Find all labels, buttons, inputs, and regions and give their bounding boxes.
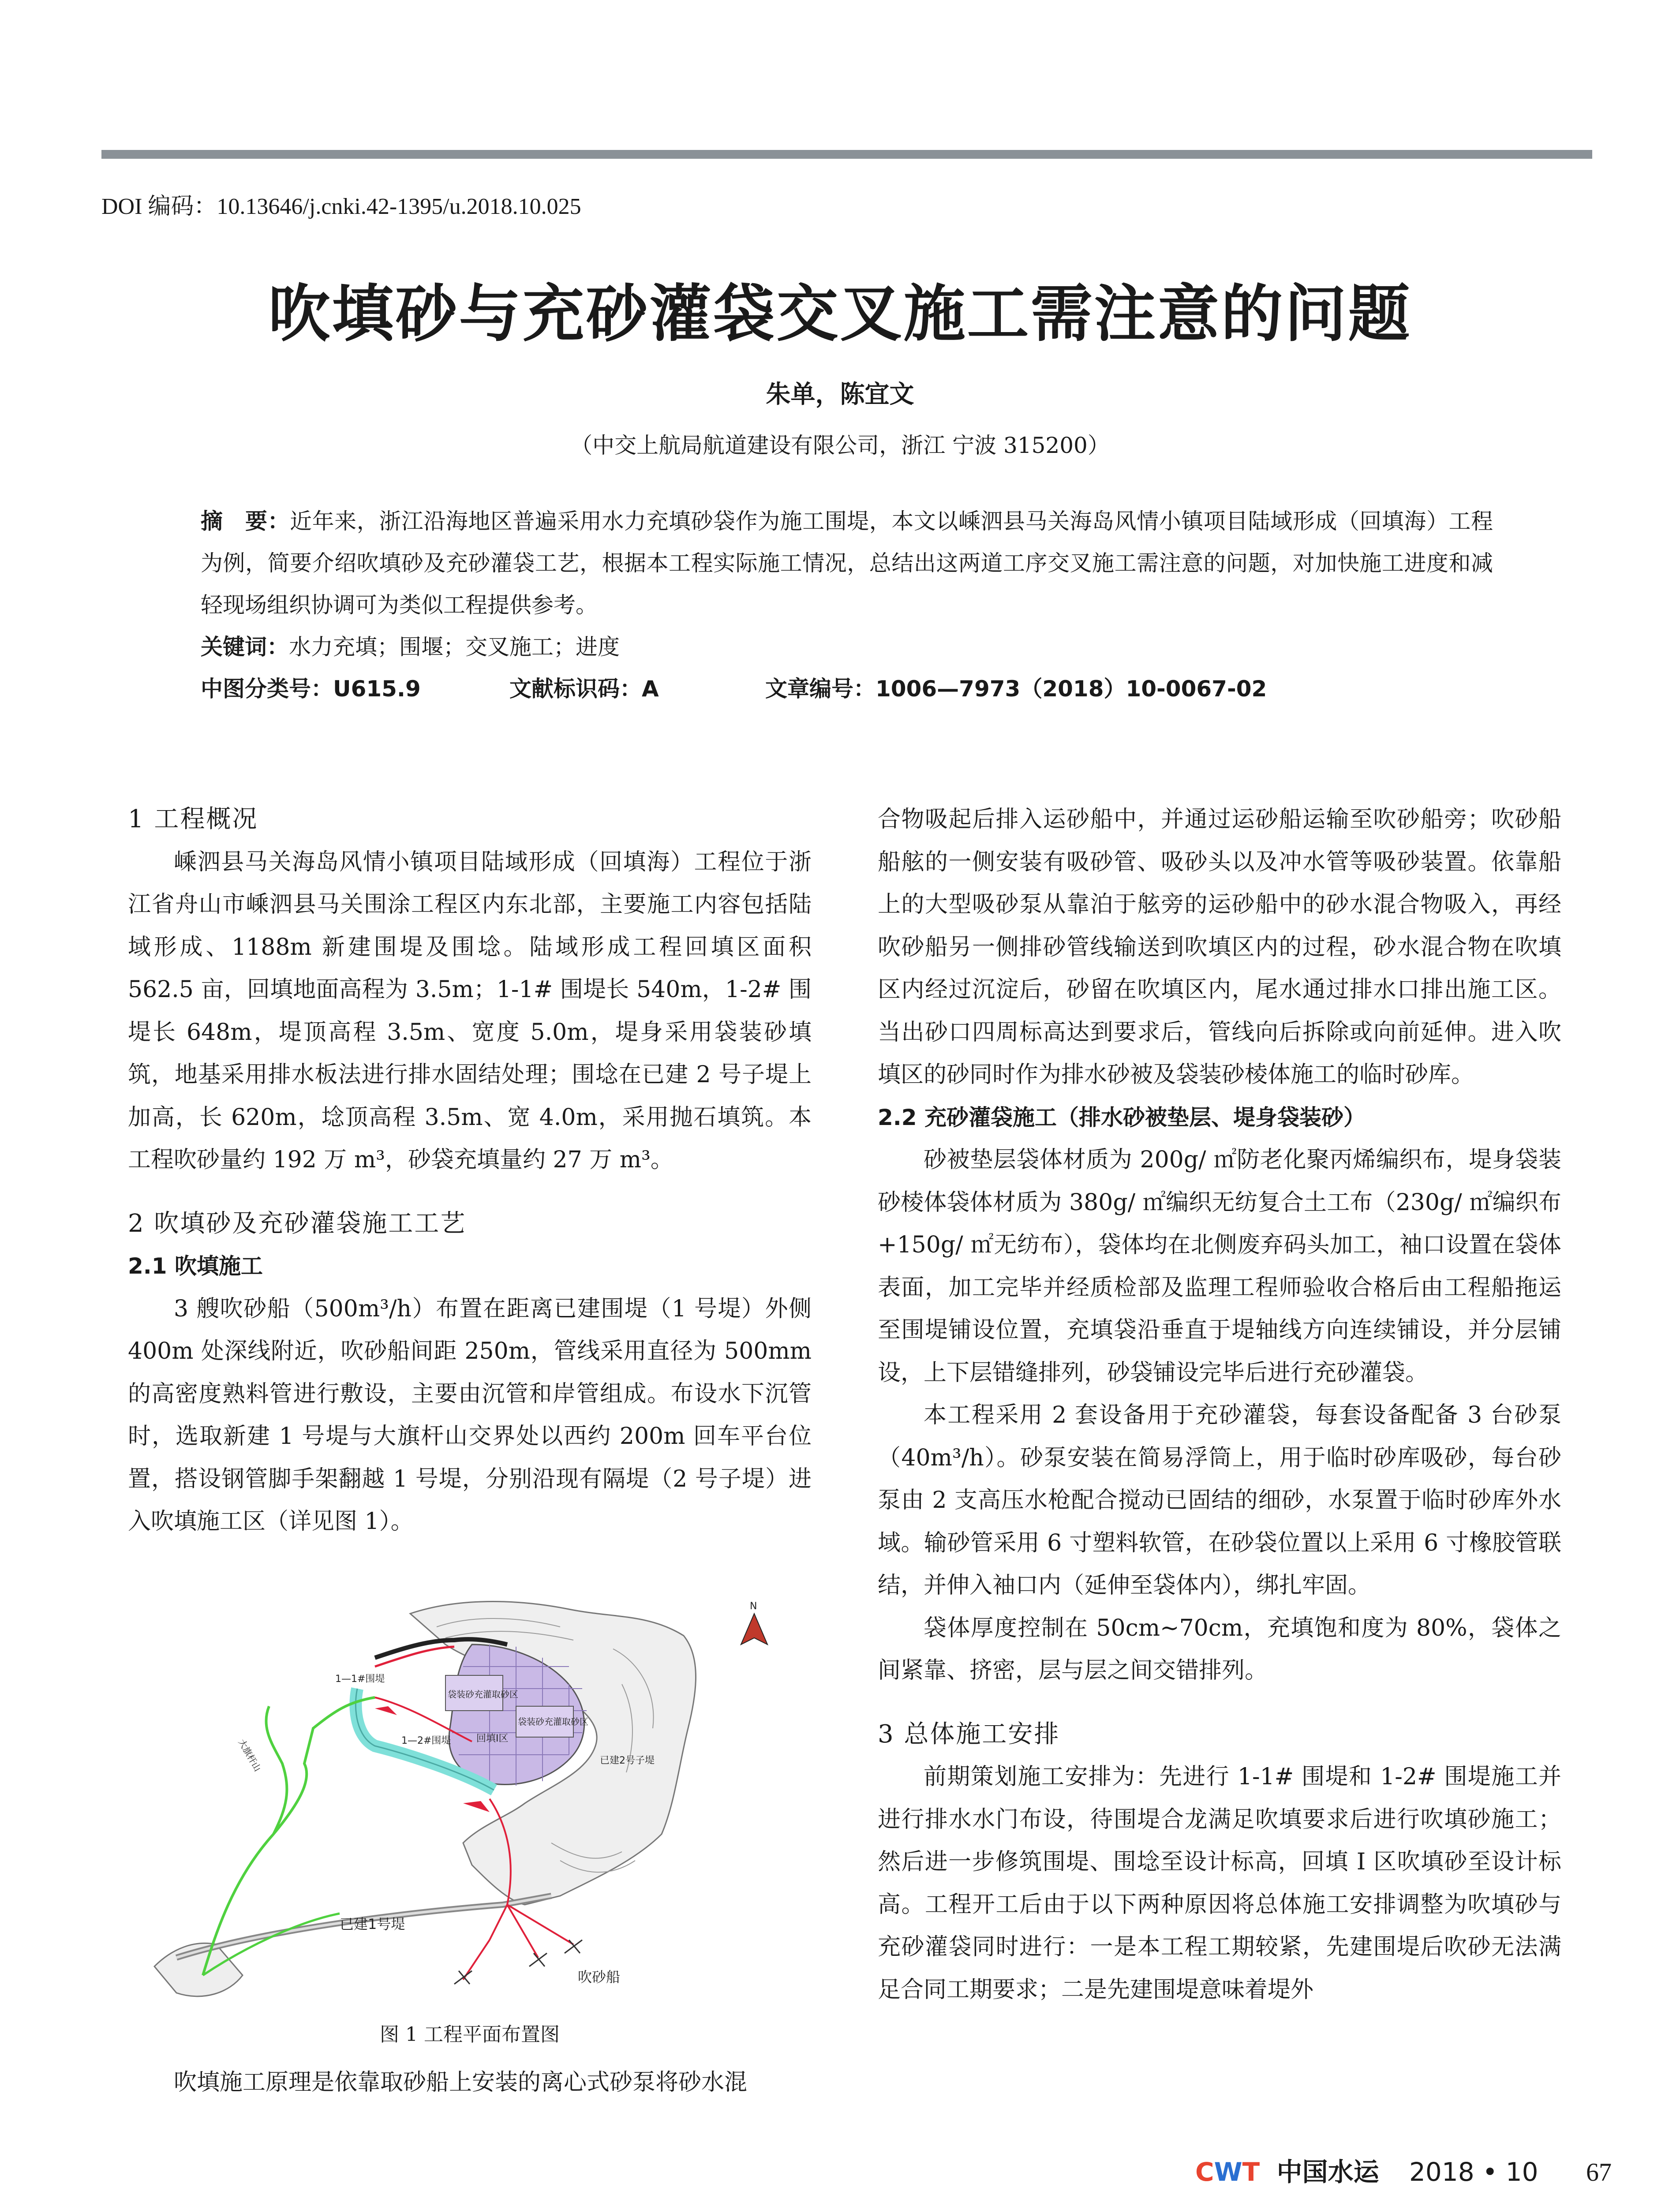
label-dike-1-1: 1—1#围堤 [335,1673,385,1685]
section-2-1-paragraph: 3 艘吹砂船（500m³/h）布置在距离已建围堤（1 号堤）外侧 400m 处深线附近，吹砂船间距 250m，管线采用直径为 500mm 的高密度熟料管进行敷设，主要由沉管和岸管组成。布设水下沉管时，选取新建 1 号堤与大旗杆山交界处以西约 200m 回车平台位置，搭设钢管脚手架翻越 1 号堤，分别沿现有隔堤（2 号子堤）进入吹填施工区（详见图 1）。 [128,1295,812,1535]
label-mountain: 大旗杆山 [236,1737,263,1773]
page-number: 67 [1586,2158,1612,2186]
site-plan-map [128,1596,812,2011]
journal-name: 中国水运 [1276,2157,1379,2187]
flow-arrow-1 [375,1706,397,1715]
logo-letter-t: T [1242,2157,1260,2187]
flow-arrow-2 [463,1801,490,1812]
keywords-text: 水力充填；围堰；交叉施工；进度 [289,634,620,660]
keywords-label: 关键词： [201,634,289,660]
section-2-1-paragraph-2: 吹填施工原理是依靠取砂船上安装的离心式砂泵将砂水混 [174,2069,748,2096]
doi-line: DOI 编码：10.13646/j.cnki.42-1395/u.2018.10.025 [101,194,581,219]
article-authors: 朱单，陈宜文 [766,380,914,409]
page-footer [1195,2151,1612,2188]
label-north: N [750,1600,757,1612]
abstract-label: 摘 要： [201,508,290,534]
section-1-heading: 1 工程概况 [128,805,258,833]
section-2-2-paragraph-1: 砂被垫层袋体材质为 200g/ ㎡防老化聚丙烯编织布，堤身袋装砂棱体袋体材质为 380g/ ㎡编织无纺复合土工布（230g/ ㎡编织布 +150g/ ㎡无纺布），袋体均在北侧废弃码头加工，袖口设置在袋体表面，加工完毕并经质检部及监理工程师验收合格后由工程船拖运至围堤铺设位置，充填袋沿垂直于堤轴线方向连续铺设，并分层铺设，上下层错缝排列，砂袋铺设完毕后进行充砂灌袋。 [878,1147,1561,1386]
header-rule [101,150,1592,159]
logo-letter-w: W [1214,2157,1242,2187]
issue-number: 2018 • 10 [1409,2157,1538,2187]
label-sandbag-zone-2: 袋装砂充灌取砂区 [518,1716,588,1727]
abstract-text: 近年来，浙江沿海地区普遍采用水力充填砂袋作为施工围堤，本文以嵊泗县马关海岛风情小镇项目陆域形成（回填海）工程为例，简要介绍吹填砂及充砂灌袋工艺，根据本工程实际施工情况，总结出这两道工序交叉施工需注意的问题，对加快施工进度和减轻现场组织协调可为类似工程提供参考。 [201,508,1493,618]
dike-red-line [375,1647,454,1667]
section-2-1-heading: 2.1 吹填施工 [128,1253,263,1279]
label-dike-1-2: 1—2#围堤 [401,1735,451,1746]
section-1-paragraph: 嵊泗县马关海岛风情小镇项目陆域形成（回填海）工程位于浙江省舟山市嵊泗县马关围涂工程区内东北部，主要施工内容包括陆域形成、1188m 新建围堤及围埝。陆域形成工程回填区面积 562.5 亩，回填地面高程为 3.5m；1-1# 围堤长 540m，1-2# 围堤长 648m，堤顶高程 3.5m、宽度 5.0m，堤身采用袋装砂填筑，地基采用排水板法进行排水固结处理；围埝在已建 2 号子堤上加高，长 620m，埝顶高程 3.5m、宽 4.0m，采用抛石填筑。本工程吹砂量约 192 万 m³，砂袋充填量约 27 万 m³。 [128,848,812,1173]
north-arrow-icon [741,1614,767,1644]
sand-ship-symbols [454,1940,582,1984]
section-3-paragraph: 前期策划施工安排为：先进行 1-1# 围堤和 1-2# 围堤施工并进行排水水门布设，待围堤合龙满足吹填要求后进行吹填砂施工；然后进一步修筑围堤、围埝至设计标高，回填 I 区吹填砂至设计标高。工程开工后由于以下两种原因将总体施工安排调整为吹填砂与充砂灌袋同时进行：一是本工程工期较紧，先建围堤后吹砂无法满足合同工期要求；二是先建围堤意味着堤外 [878,1764,1561,2003]
class-number: 中图分类号：U615.9 [201,676,421,702]
section-2-2-paragraph-2: 本工程采用 2 套设备用于充砂灌袋，每套设备配备 3 台砂泵（40m³/h）。砂泵安装在简易浮筒上，用于临时砂库吸砂，每台砂泵由 2 支高压水枪配合搅动已固结的细砂，水泵置于临时砂库外水域。输砂管采用 6 寸塑料软管，在砂袋位置以上采用 6 寸橡胶管联结，并伸入袖口内（延伸至袋体内），绑扎牢固。 [878,1402,1561,1599]
section-2-2-heading: 2.2 充砂灌袋施工（排水砂被垫层、堤身袋装砂） [878,1104,1366,1130]
logo-letter-c: C [1195,2157,1214,2187]
label-ship: 吹砂船 [578,1968,621,1985]
section-2-2-paragraph-3: 袋体厚度控制在 50cm~70cm，充填饱和度为 80%，袋体之间紧靠、挤密，层与层之间交错排列。 [878,1615,1561,1684]
label-sandbag-zone-1: 袋装砂充灌取砂区 [448,1689,518,1700]
document-code: 文献标识码：A [509,676,659,702]
figure-1-caption: 图 1 工程平面布置图 [380,2023,560,2046]
section-2-heading: 2 吹填砂及充砂灌袋施工工艺 [128,1209,467,1238]
label-levee-1: 已建1号堤 [340,1915,405,1932]
article-affiliation: （中交上航局航道建设有限公司，浙江 宁波 315200） [570,433,1110,458]
article-title: 吹填砂与充砂灌袋交叉施工需注意的问题 [268,278,1412,350]
article-number: 文章编号：1006—7973（2018）10-0067-02 [765,676,1267,702]
section-3-heading: 3 总体施工安排 [878,1719,1060,1749]
figure-1-site-plan [128,1596,812,2011]
right-column [878,798,1561,2011]
label-fill-zone-1: 回填Ⅰ区 [476,1733,509,1744]
keywords [201,626,1493,668]
label-subdike-2: 已建2号子堤 [600,1755,655,1766]
left-column [128,798,812,2104]
section-2-1-continuation: 合物吸起后排入运砂船中，并通过运砂船运输至吹砂船旁；吹砂船船舷的一侧安装有吸砂管、吸砂头以及冲水管等吸砂装置。依靠船上的大型吸砂泵从靠泊于舷旁的运砂船中的砂水混合物吸入，再经吹砂船另一侧排砂管线输送到吹填区内的过程，砂水混合物在吹填区内经过沉淀后，砂留在吹填区内，尾水通过排水口排出施工区。当出砂口四周标高达到要求后，管线向后拆除或向前延伸。进入吹填区的砂同时作为排水砂被及袋装砂棱体施工的临时砂库。 [878,806,1561,1088]
abstract [201,501,1493,626]
